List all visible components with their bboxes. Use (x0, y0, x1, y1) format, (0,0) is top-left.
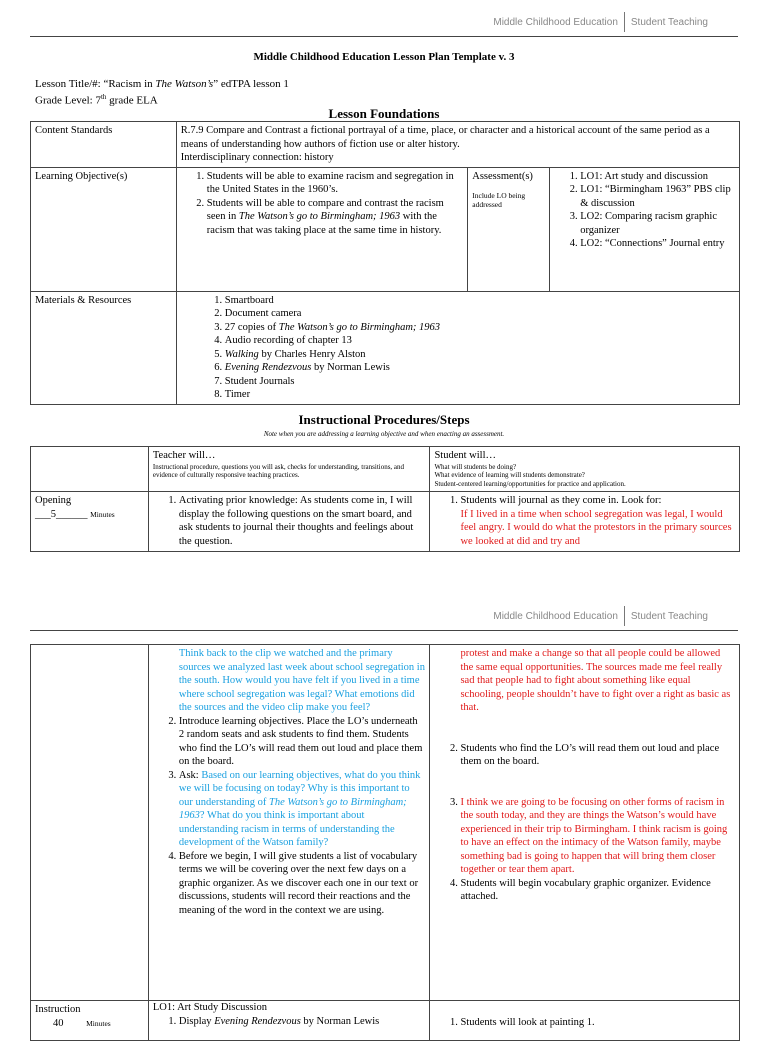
lesson-meta (35, 78, 289, 108)
assessment-label: Assessment(s) (472, 170, 533, 182)
instruction-student-cell (430, 1001, 740, 1041)
procedures-table-continued (30, 644, 740, 1041)
header-program: Middle Childhood Education (493, 16, 618, 28)
instruction-minutes: Minutes (86, 1018, 111, 1028)
grade-sup: th (100, 93, 107, 101)
assessment-note: Include LO being addressed (472, 191, 526, 209)
teacher-instruction-step-1 (179, 1015, 426, 1029)
assessment-list-cell (550, 167, 740, 291)
student-step-1-example-cont: protest and make a change so that all people could be allowed the same equal opportunities. The sources made me feel really sad that people had to fight about something like equal schooling, people shouldn’t have to fight over a right as basic as that. (460, 648, 731, 713)
procedures-heading: Instructional Procedures/Steps (298, 412, 470, 427)
teacher-step-1-blue: Think back to the clip we watched and the primary sources we analyzed last week about school segregation in the south. How would you have felt if you lived in a time where school segregation was legal? What emotions did the sources and the video clip make you feel? (178, 648, 425, 713)
material-item (225, 321, 735, 335)
assessment-item: 2. LO1: “Birmingham 1963” PBS clip & discussion (580, 183, 735, 210)
opening-student-cell-cont (430, 645, 740, 1001)
student-sub-2: What evidence of learning will students demonstrate? (434, 471, 585, 479)
objective-2 (207, 197, 463, 238)
opening-label-cell-cont (31, 645, 149, 1001)
material-item: 1. Smartboard (225, 294, 735, 308)
opening-minutes: Minutes (90, 509, 115, 519)
objectives-cell (176, 167, 467, 291)
objective-2-italic: The Watson’s go to Birmingham; 1963 (238, 211, 401, 222)
opening-time (35, 508, 144, 522)
student-sub-1: What will students be doing? (434, 462, 517, 471)
materials-cell (176, 291, 739, 404)
assessment-item: 1. LO1: Art study and discussion (580, 170, 735, 184)
lesson-title-suffix: ” edTPA lesson 1 (213, 78, 289, 90)
teacher-step-1-questions (179, 647, 426, 715)
student-instruction-step-1: 1. Students will look at painting 1. (460, 1016, 735, 1030)
header-rule (30, 36, 738, 37)
content-standards-text: R.7.9 Compare and Contrast a fictional portrayal of a time, place, or character and a historical account of the same period as a means of understanding how authors of fiction use or alter history. (180, 125, 710, 150)
header-divider (624, 606, 625, 626)
material-item (225, 361, 735, 375)
student-step-3-example: I think we are going to be focusing on other forms of racism in the south today, and they are things the Watson’s would have experienced in their trip to Birmingham. I think racism is going to have an effect on the intimacy of the Watson family, maybe something bad is going to happen that will bring them closer together or tear them apart. (460, 796, 728, 875)
assessment-item: 4. LO2: “Connections” Journal entry (580, 237, 735, 251)
procedures-table (30, 446, 740, 552)
teacher-step-3-blue-a: Based on our learning objectives, what do you think we will be focusing on today? Why is this important to our understanding of (178, 769, 421, 808)
student-step-2: 2. Students who find the LO’s will read them out loud and place them on the board. (460, 742, 735, 769)
teacher-instruction-step-1-b: by Norman Lewis (300, 1015, 380, 1027)
teacher-step-2: 2. Introduce learning objectives. Place the LO’s underneath 2 random seats and ask students to find them. Students who find the LO’s will read them out loud and place them on the board. (179, 715, 426, 769)
teacher-step-1: 1. Activating prior knowledge: As students come in, I will display the following questions on the smart board, and ask students to journal their thoughts and feelings about the question. (179, 494, 426, 548)
opening-label-cell (31, 492, 149, 552)
teacher-step-3 (179, 769, 426, 850)
material-item: 2. Document camera (225, 307, 735, 321)
header-section: Student Teaching (630, 610, 708, 622)
student-step-4: 4. Students will begin vocabulary graphic organizer. Evidence attached. (460, 877, 735, 904)
material-item (225, 348, 735, 362)
material-item: 4. Audio recording of chapter 13 (225, 334, 735, 348)
objective-2-a: Students will be able to compare and contrast the racism seen in (206, 197, 444, 222)
content-standards-label: Content Standards (31, 122, 177, 168)
instruction-label-cell (31, 1001, 149, 1041)
student-step-3 (460, 796, 735, 877)
teacher-instruction-step-1-a: Display (178, 1015, 215, 1027)
interdisciplinary-text: Interdisciplinary connection: history (180, 152, 334, 163)
material-5-b: by Charles Henry Alston (258, 348, 366, 360)
opening-teacher-cell-cont (148, 645, 430, 1001)
foundations-table (30, 121, 740, 405)
header-rule-2 (30, 630, 738, 631)
lo1-heading: LO1: Art Study Discussion (152, 1002, 267, 1013)
instruction-minutes-value: 40 (53, 1017, 64, 1029)
teacher-step-3-ask: Ask: (178, 769, 202, 781)
student-step-1-cont (460, 647, 735, 715)
material-6-b: by Norman Lewis (311, 362, 390, 373)
teacher-sub: Instructional procedure, questions you will ask, checks for understanding, transitions, and evidence of culturally responsive teaching practices. (152, 462, 405, 479)
teacher-head: Teacher will… (152, 450, 216, 461)
teacher-step-3-blue-italic: The Watson’s go to Birmingham; 1963 (178, 796, 407, 821)
material-item: 7. Student Journals (225, 375, 735, 389)
opening-student-cell (430, 492, 740, 552)
material-item: 8. Timer (225, 388, 735, 402)
material-3-italic: The Watson’s go to Birmingham; 1963 (278, 321, 441, 333)
material-6-italic: Evening Rendezvous (224, 362, 312, 373)
page-header (493, 12, 708, 32)
teacher-header (148, 447, 430, 492)
teacher-instruction-step-1-italic: Evening Rendezvous (214, 1015, 301, 1027)
student-step-1-text: Students will journal as they come in. Look for: (460, 495, 662, 506)
assessment-label-cell (468, 167, 550, 291)
assessment-item: 3. LO2: Comparing racism graphic organizer (580, 210, 735, 237)
grade-prefix: Grade Level: 7 (35, 94, 101, 107)
material-5-italic: Walking (224, 348, 259, 360)
doc-title: Middle Childhood Education Lesson Plan Template v. 3 (253, 51, 515, 63)
header-section: Student Teaching (630, 16, 708, 28)
opening-teacher-cell (148, 492, 430, 552)
header-divider (624, 12, 625, 32)
procedures-corner (31, 447, 149, 492)
procedures-note: Note when you are addressing a learning objective and when enacting an assessment. (263, 430, 505, 438)
instruction-teacher-cell (148, 1001, 430, 1041)
lesson-title-italic: The Watson’s (155, 78, 214, 90)
opening-label: Opening (35, 495, 72, 506)
header-program: Middle Childhood Education (493, 610, 618, 622)
student-sub-3: Student-centered learning/opportunities for practice and application. (434, 479, 626, 488)
content-standards-cell (176, 122, 739, 168)
teacher-step-4: 4. Before we begin, I will give students a list of vocabulary terms we will be covering over the next few days on a graphic organizer. As we discover each one in our text or discussions, students will record their reactions and the meaning of the word in the context we are using. (179, 850, 426, 918)
material-3-a: 27 copies of (224, 321, 279, 333)
student-head: Student will… (434, 450, 496, 461)
instruction-label: Instruction (35, 1004, 81, 1015)
page-header-2 (493, 606, 708, 626)
foundations-heading: Lesson Foundations (328, 106, 440, 121)
teacher-step-3-blue-b: ? What do you think is important about understanding racism in terms of understanding the development of the Watson family? (178, 810, 395, 848)
instruction-time (35, 1017, 144, 1031)
opening-blank: ___5______ (35, 508, 88, 520)
materials-label: Materials & Resources (31, 291, 177, 404)
lesson-title-prefix: Lesson Title/#: “Racism in (35, 78, 156, 90)
objective-1: 1. Students will be able to examine racism and segregation in the United States in the 1960’s. (207, 170, 463, 197)
lesson-title (35, 78, 289, 91)
objective-2-b: with the racism that was taking place at the same time in history. (206, 211, 442, 236)
student-header (430, 447, 740, 492)
objectives-label: Learning Objective(s) (31, 167, 177, 291)
grade-suffix: grade ELA (106, 94, 158, 107)
student-step-1-example: If I lived in a time when school segregation was legal, I would feel angry. I would do what the protestors in the primary sources we looked at did and try and (460, 508, 732, 547)
student-step-1 (460, 494, 735, 548)
